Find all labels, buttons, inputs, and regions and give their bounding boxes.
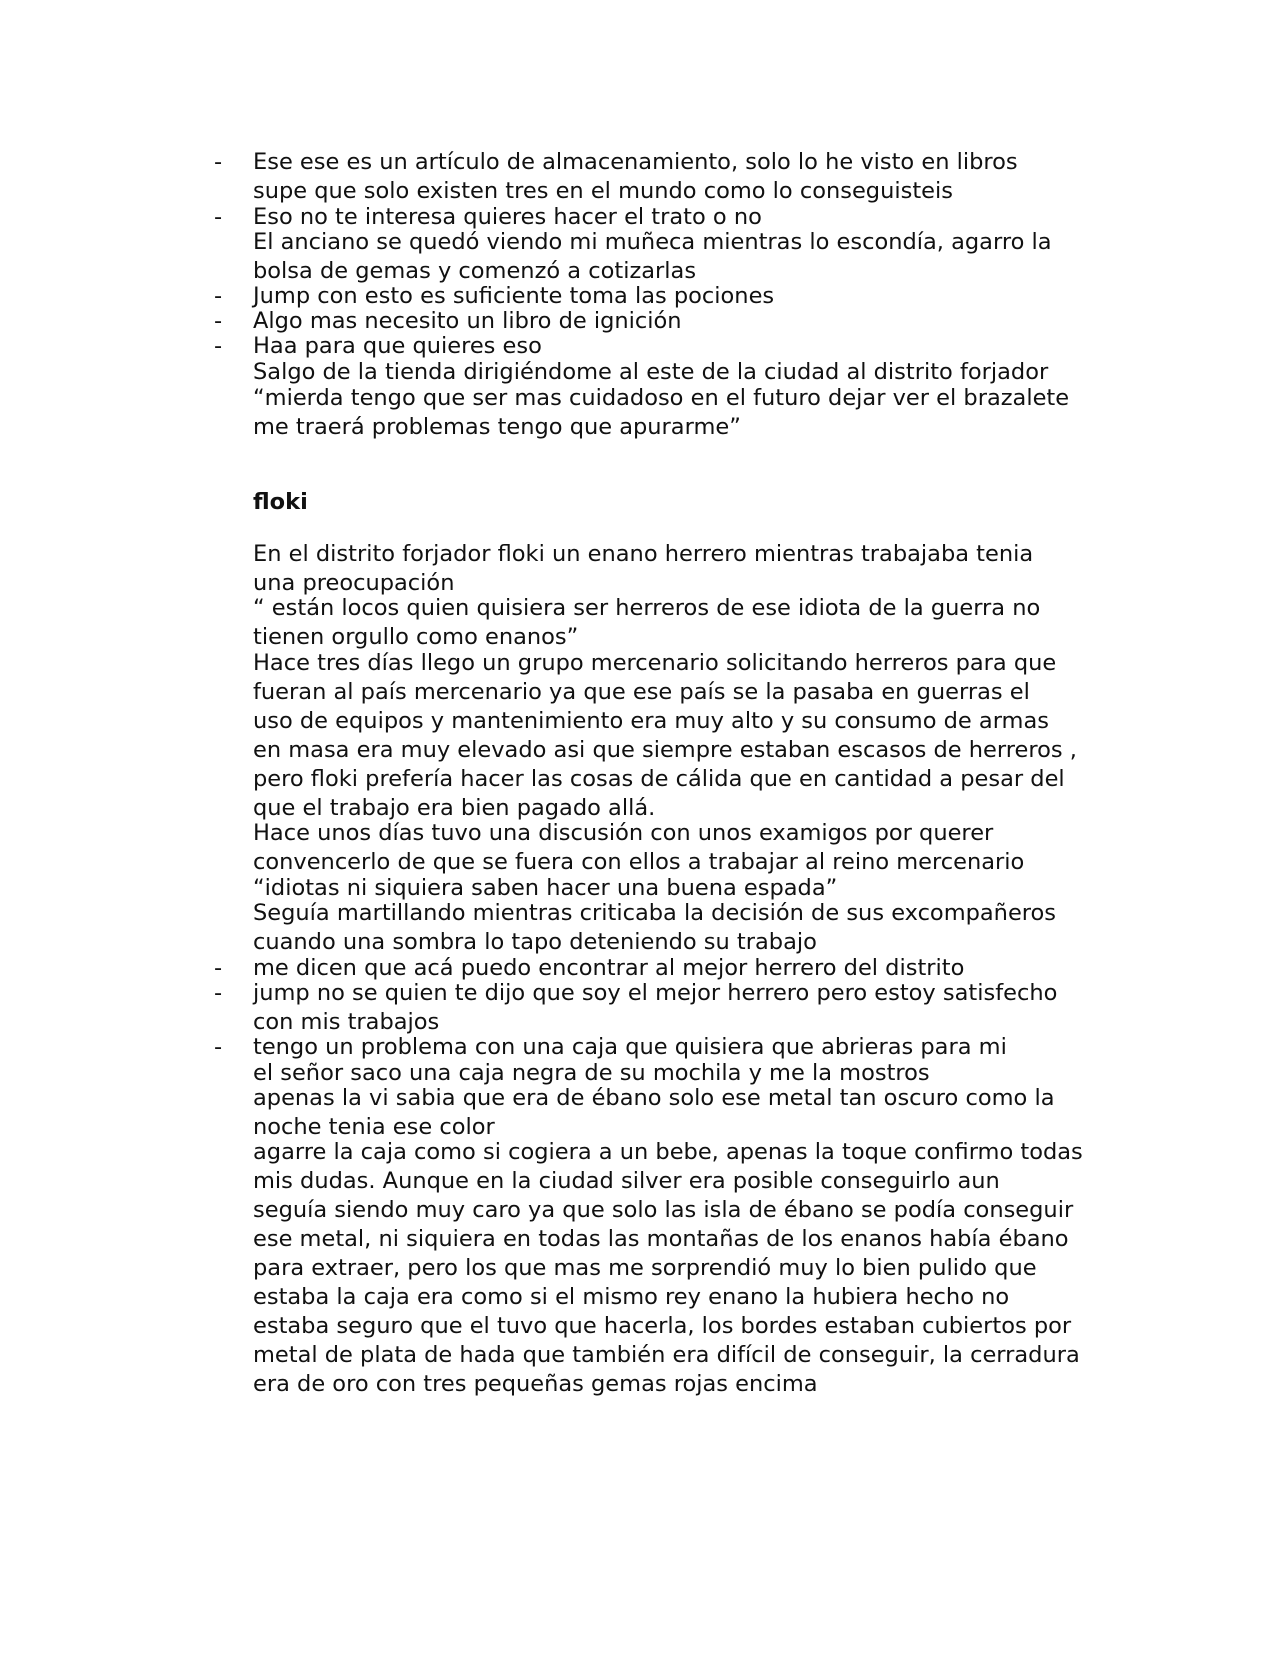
text-line: “idiotas ni siquiera saben hacer una buena espada”	[253, 875, 838, 901]
text-line: en masa era muy elevado asi que siempre estaban escasos de herreros ,	[253, 737, 1077, 763]
text-line: con mis trabajos	[253, 1009, 440, 1035]
text-line: bolsa de gemas y comenzó a cotizarlas	[253, 258, 697, 284]
text-line: En el distrito forjador floki un enano herrero mientras trabajaba tenia	[253, 541, 1034, 567]
text-line: tengo un problema con una caja que quisiera que abrieras para mi	[253, 1034, 1007, 1060]
text-line: Haa para que quieres eso	[253, 333, 542, 359]
text-line: el señor saco una caja negra de su mochila y me la mostros	[253, 1060, 930, 1086]
text-line: Seguía martillando mientras criticaba la decisión de sus excompañeros	[253, 900, 1057, 926]
text-line: supe que solo existen tres en el mundo como lo conseguisteis	[253, 178, 953, 204]
text-line: “ están locos quien quisiera ser herreros de ese idiota de la guerra no	[253, 595, 1041, 621]
text-line: Algo mas necesito un libro de ignición	[253, 308, 682, 334]
text-line: Ese ese es un artículo de almacenamiento, solo lo he visto en libros	[253, 149, 1018, 175]
dialogue-dash: -	[214, 283, 223, 309]
text-line: una preocupación	[253, 570, 455, 596]
dialogue-dash: -	[214, 1034, 223, 1060]
text-line: mis dudas. Aunque en la ciudad silver era posible conseguirlo aun	[253, 1168, 1000, 1194]
text-line: me dicen que acá puedo encontrar al mejor herrero del distrito	[253, 955, 965, 981]
text-line: Salgo de la tienda dirigiéndome al este de la ciudad al distrito forjador	[253, 359, 1049, 385]
text-line: ese metal, ni siquiera en todas las montañas de los enanos había ébano	[253, 1226, 1069, 1252]
dialogue-dash: -	[214, 204, 223, 230]
text-line: fueran al país mercenario ya que ese país se la pasaba en guerras el	[253, 679, 1030, 705]
text-line: convencerlo de que se fuera con ellos a trabajar al reino mercenario	[253, 849, 1025, 875]
text-line: cuando una sombra lo tapo deteniendo su trabajo	[253, 929, 817, 955]
dialogue-dash: -	[214, 333, 223, 359]
text-line: pero floki prefería hacer las cosas de cálida que en cantidad a pesar del	[253, 766, 1065, 792]
text-line: uso de equipos y mantenimiento era muy alto y su consumo de armas	[253, 708, 1049, 734]
text-line: me traerá problemas tengo que apurarme”	[253, 414, 741, 440]
section-heading: floki	[253, 489, 308, 515]
dialogue-dash: -	[214, 149, 223, 175]
text-line: Hace unos días tuvo una discusión con unos examigos por querer	[253, 820, 994, 846]
text-line: metal de plata de hada que también era difícil de conseguir, la cerradura	[253, 1342, 1080, 1368]
text-line: estaba la caja era como si el mismo rey enano la hubiera hecho no	[253, 1284, 1010, 1310]
text-line: que el trabajo era bien pagado allá.	[253, 795, 656, 821]
text-line: Hace tres días llego un grupo mercenario solicitando herreros para que	[253, 650, 1057, 676]
dialogue-dash: -	[214, 955, 223, 981]
text-line: Jump con esto es suficiente toma las pociones	[253, 283, 775, 309]
text-line: apenas la vi sabia que era de ébano solo ese metal tan oscuro como la	[253, 1085, 1055, 1111]
dialogue-dash: -	[214, 980, 223, 1006]
text-line: para extraer, pero los que mas me sorprendió muy lo bien pulido que	[253, 1255, 1037, 1281]
dialogue-dash: -	[214, 308, 223, 334]
text-line: jump no se quien te dijo que soy el mejor herrero pero estoy satisfecho	[253, 980, 1058, 1006]
text-line: agarre la caja como si cogiera a un bebe, apenas la toque confirmo todas	[253, 1139, 1083, 1165]
text-line: seguía siendo muy caro ya que solo las isla de ébano se podía conseguir	[253, 1197, 1074, 1223]
text-line: El anciano se quedó viendo mi muñeca mientras lo escondía, agarro la	[253, 229, 1052, 255]
text-line: era de oro con tres pequeñas gemas rojas encima	[253, 1371, 818, 1397]
text-line: Eso no te interesa quieres hacer el trato o no	[253, 204, 762, 230]
text-line: “mierda tengo que ser mas cuidadoso en el futuro dejar ver el brazalete	[253, 385, 1070, 411]
text-line: estaba seguro que el tuvo que hacerla, los bordes estaban cubiertos por	[253, 1313, 1072, 1339]
text-line: tienen orgullo como enanos”	[253, 624, 579, 650]
text-line: noche tenia ese color	[253, 1114, 495, 1140]
